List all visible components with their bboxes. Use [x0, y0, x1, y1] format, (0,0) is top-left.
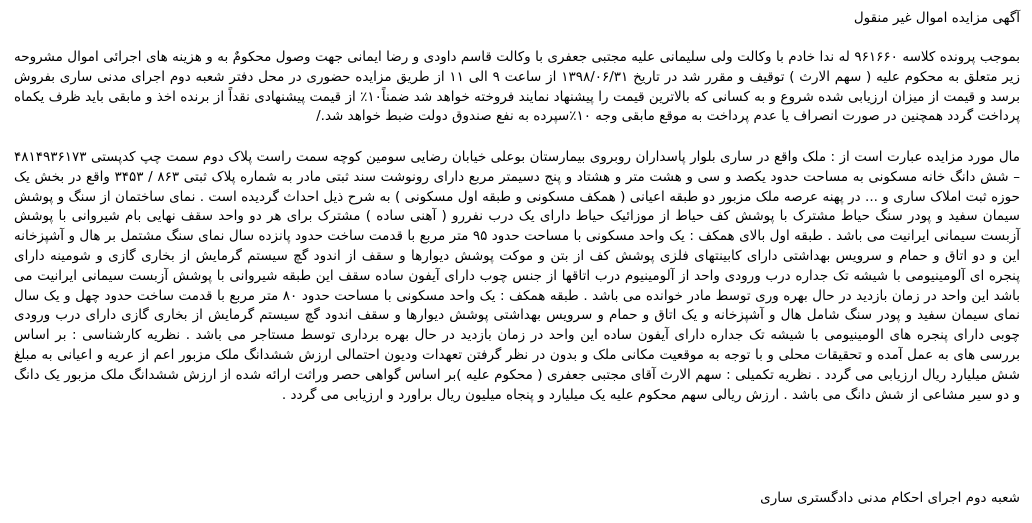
- notice-title: آگهی مزایده اموال غیر منقول: [853, 10, 1020, 26]
- notice-intro-paragraph: بموجب پرونده کلاسه ۹۶۱۶۶۰ له ندا خادم با وکالت ولی سلیمانی علیه مجتبی جعفری با وکالت قاسم داودی و رضا ایمانی جهت وصول محکومٌ به و هزینه های اجرائی اموال مشروحه زیر متعلق به محکوم علیه ( سهم الارث ) توقیف و مقرر شد در تاریخ ۱۳۹۸/۰۶/۳۱ از ساعت ۹ الی ۱۱ از طریق مزایده حضوری در محل دفتر شعبه دوم اجرای مدنی ساری بفروش برسد و قیمت از میزان ارزیابی شده شروع و به کسانی که بالاترین قیمت را پیشنهاد نمایند فروخته خواهد شد ضمناً۱۰٪ از قیمت پیشنهادی نقداً از برنده اخذ و مابقی باید ظرف یکماه پرداخت گردد همچنین در صورت انصراف یا عدم پرداخت به موقع مابقی وجه ۱۰٪سپرده به نفع صندوق دولت ضبط خواهد شد./: [14, 49, 1021, 125]
- property-description-paragraph: مال مورد مزایده عبارت است از : ملک واقع در ساری بلوار پاسداران روبروی بیمارستان بوعلی خیابان رضایی سومین کوچه سمت راست پلاک دوم سمت چپ کدپستی ۴۸۱۴۹۳۶۱۷۳ – شش دانگ خانه مسکونی به مساحت حدود یکصد و سی و هشت متر و هشتاد و پنج دسیمتر مربع دارای رونوشت سند ثبتی مادر به شماره پلاک ثبتی ۸۶۳ / ۳۴۵۳ واقع در بخش یک حوزه ثبت املاک ساری و ... در پهنه عرصه ملک مزبور دو طبقه اعیانی ( همکف مسکونی و طبقه اول مسکونی ) به شرح ذیل احداث گردیده است . نمای ساختمان از سنگ و پوشش سیمان سفید و پودر سنگ حیاط مشترک با پوشش کف حیاط از موزائیک حیاط دارای یک درب نفررو ( آهنی ساده ) مشترک برای هر دو واحد سقف نهایی بام شیروانی با پوشش آزبست سیمانی ایرانیت می باشد . طبقه اول بالای همکف : یک واحد مسکونی با مساحت حدود ۹۵ متر مربع با قدمت ساخت حدود پانزده سال نمای سنگ مشتمل بر هال و آشپزخانه این و دو اتاق و حمام و سرویس بهداشتی دارای کابینتهای فلزی پوشش کف از بتن و موکت پوشش دیوارها و سقف از اندود گچ سیستم گرمایش از بخاری گازی و شومینه دارای پنجره ای آلومینیومی با شیشه تک جداره درب ورودی واحد از آلومینیوم درب اتاقها از جنس چوب دارای آیفون ساده سقف این طبقه شیروانی با پوشش آزبست سیمانی ایرانیت می باشد این واحد در زمان بازدید در حال بهره وری توسط مادر خوانده می باشد . طبقه همکف : یک واحد مسکونی با مساحت حدود ۸۰ متر مربع با قدمت ساخت حدود چهل و یک سال نمای سیمان سفید و پودر سنگ شامل هال و آشپزخانه و یک اتاق و حمام و سرویس بهداشتی پوشش دیوارها و سقف اندود گچ سیستم گرمایش از بخاری گازی دارای درب ورودی چوبی دارای پنجره های الومینیومی با شیشه تک جداره دارای آیفون ساده این واحد در زمان بازدید در حال بهره برداری توسط مستاجر می باشد . نظریه کارشناسی : بر اساس بررسی های به عمل آمده و تحقیقات محلی و با توجه به موقعیت مکانی ملک و بدون در نظر گرفتن تعهدات ودیون احتمالی ارزش ششدانگ ملک مزبور اعم از عریه و اعیانی به مبلغ شش میلیارد ریال ارزیابی می گردد . نظریه تکمیلی : سهم الارث آقای مجتبی جعفری ( محکوم علیه )بر اساس گواهی حصر وراثت ارائه شده از ارزش ششدانگ ملک مزبور یک دانگ و دو سیر مشاعی از شش دانگ می باشد . ارزش ریالی سهم محکوم علیه یک میلیارد و پنجاه میلیون ریال براورد و ارزیابی می گردد .: [14, 149, 1021, 403]
- issuing-office-signature: شعبه دوم اجرای احکام مدنی دادگستری ساری: [760, 490, 1020, 506]
